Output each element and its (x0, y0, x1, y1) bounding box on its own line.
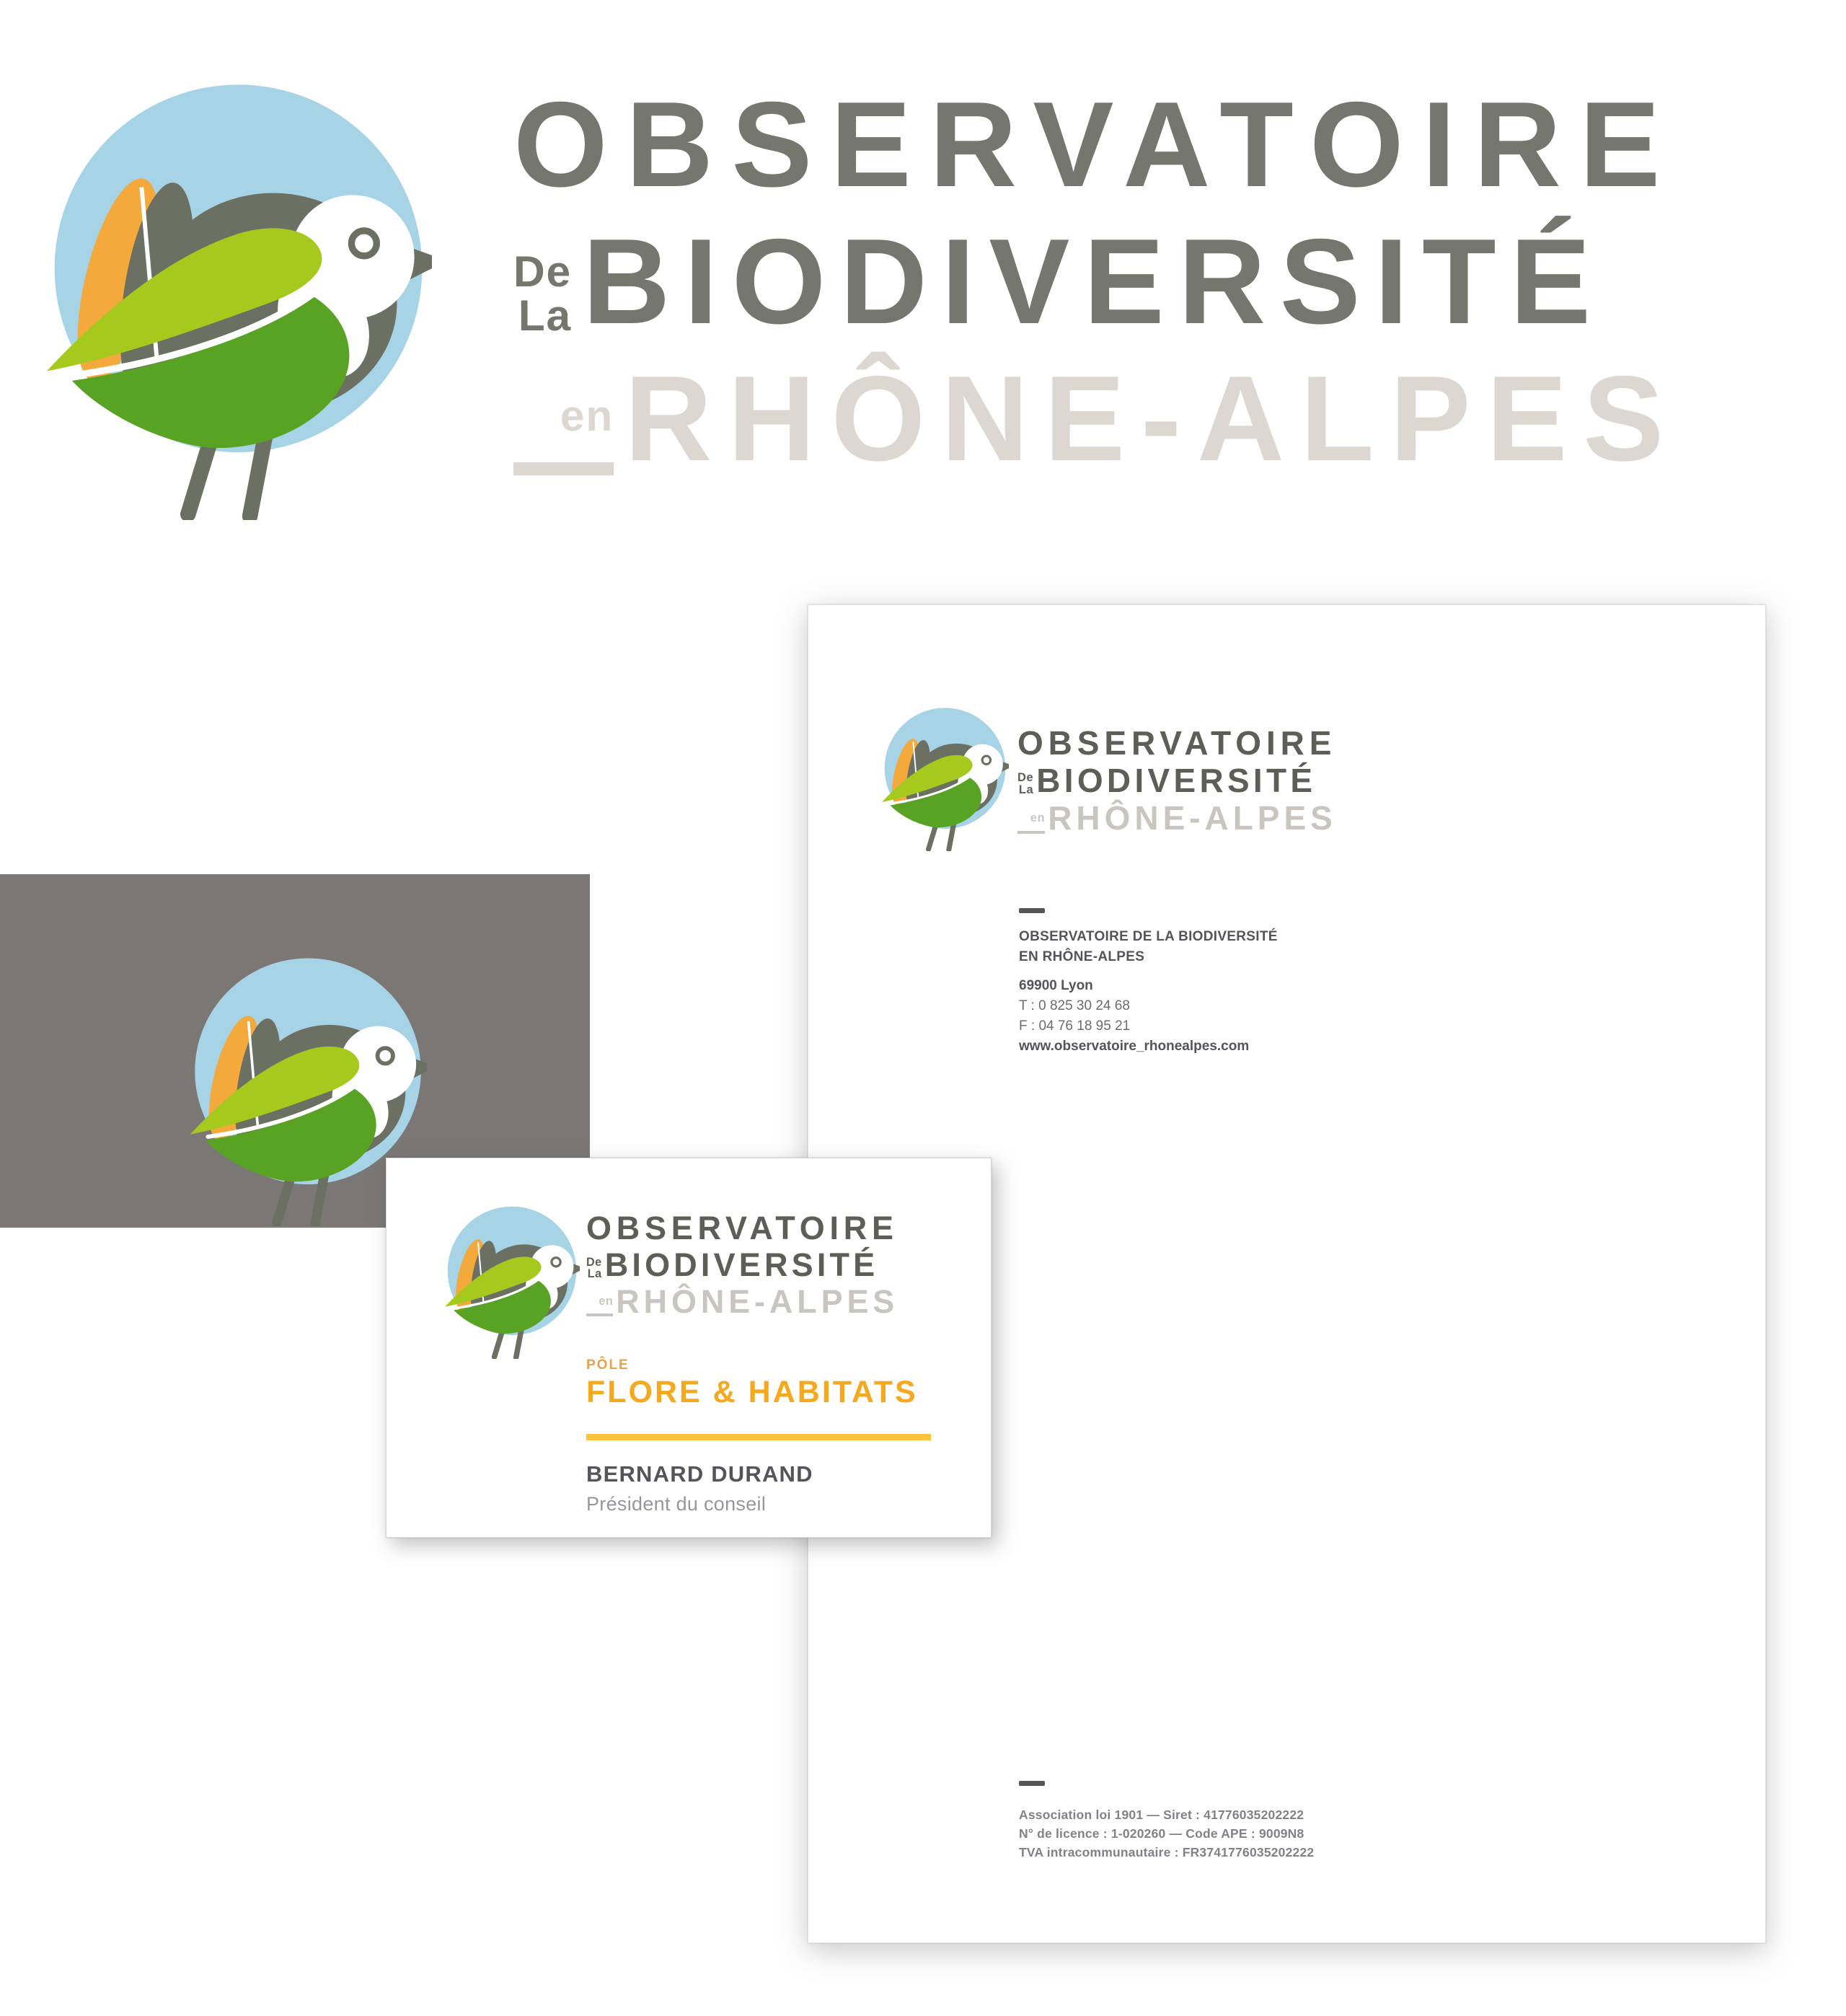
wordmark-de-la (513, 246, 572, 342)
wordmark-en-text: en (1030, 810, 1046, 824)
wordmark-rhone-alpes: RHÔNE-ALPES (1048, 798, 1337, 837)
wordmark-rhone-alpes: RHÔNE-ALPES (624, 350, 1680, 486)
business-card-wordmark (586, 1212, 898, 1318)
wordmark-la: La (518, 291, 572, 340)
wordmark-en (513, 390, 614, 479)
wordmark-en-text: en (560, 390, 614, 440)
wordmark-line3 (1017, 798, 1337, 837)
section-dash (1019, 1781, 1045, 1786)
wordmark-de: De (513, 246, 572, 296)
wordmark-de-la (586, 1256, 602, 1281)
wordmark-la: La (587, 1267, 602, 1281)
bird-logo-icon (444, 1203, 580, 1359)
bird-logo-icon (45, 75, 432, 520)
wordmark-observatoire: OBSERVATOIRE (1017, 724, 1337, 762)
wordmark-en-text: en (599, 1294, 614, 1308)
wordmark-biodiversite: BIODIVERSITÉ (583, 213, 1605, 349)
letterhead-address-block (1019, 927, 1423, 1057)
wordmark-de-la (1017, 772, 1033, 797)
wordmark-line2 (1017, 761, 1337, 799)
org-website: www.observatoire_rhonealpes.com (1019, 1039, 1250, 1054)
org-name-line2: EN RHÔNE-ALPES (1019, 949, 1145, 964)
wordmark-observatoire: OBSERVATOIRE (586, 1210, 898, 1246)
legal-line-licence: N° de licence : 1-020260 — Code APE : 9009N8 (1019, 1826, 1304, 1841)
pole-name: FLORE & HABITATS (586, 1375, 918, 1409)
wordmark-la: La (1018, 782, 1034, 796)
wordmark-underscore (513, 462, 614, 475)
wordmark-line1 (1017, 726, 1337, 760)
wordmark-biodiversite: BIODIVERSITÉ (604, 1246, 879, 1283)
legal-line-association: Association loi 1901 — Siret : 41776035202222 (1019, 1808, 1304, 1822)
hero-wordmark (513, 76, 1680, 486)
pole-label: PÔLE (586, 1357, 630, 1373)
org-name-line1: OBSERVATOIRE DE LA BIODIVERSITÉ (1019, 929, 1278, 944)
wordmark-line2 (513, 213, 1679, 349)
wordmark-en (586, 1295, 613, 1318)
person-title: Président du conseil (586, 1493, 767, 1515)
letterhead-legal-footer (1019, 1805, 1567, 1862)
org-fax: F : 04 76 18 95 21 (1019, 1018, 1131, 1034)
wordmark-line3 (513, 350, 1680, 486)
business-card (386, 1158, 992, 1538)
wordmark-line1 (586, 1212, 898, 1244)
wordmark-observatoire: OBSERVATOIRE (513, 76, 1679, 212)
wordmark-underscore (586, 1313, 613, 1316)
wordmark-en (1017, 812, 1045, 835)
org-phone: T : 0 825 30 24 68 (1019, 998, 1130, 1013)
wordmark-rhone-alpes: RHÔNE-ALPES (616, 1282, 899, 1320)
person-name: BERNARD DURAND (586, 1461, 813, 1487)
org-city: 69900 Lyon (1019, 978, 1093, 993)
section-dash (1019, 908, 1045, 913)
wordmark-biodiversite: BIODIVERSITÉ (1036, 761, 1317, 799)
legal-line-tva: TVA intracommunautaire : FR3741776035202222 (1019, 1845, 1315, 1859)
wordmark-line1 (513, 76, 1679, 212)
letterhead-wordmark (1017, 726, 1337, 835)
wordmark-line2 (586, 1246, 898, 1283)
accent-rule (586, 1434, 931, 1440)
wordmark-de: De (1017, 770, 1034, 784)
wordmark-line3 (586, 1282, 899, 1320)
wordmark-underscore (1017, 831, 1045, 834)
bird-logo-icon (881, 705, 1009, 851)
wordmark-de: De (586, 1255, 602, 1269)
